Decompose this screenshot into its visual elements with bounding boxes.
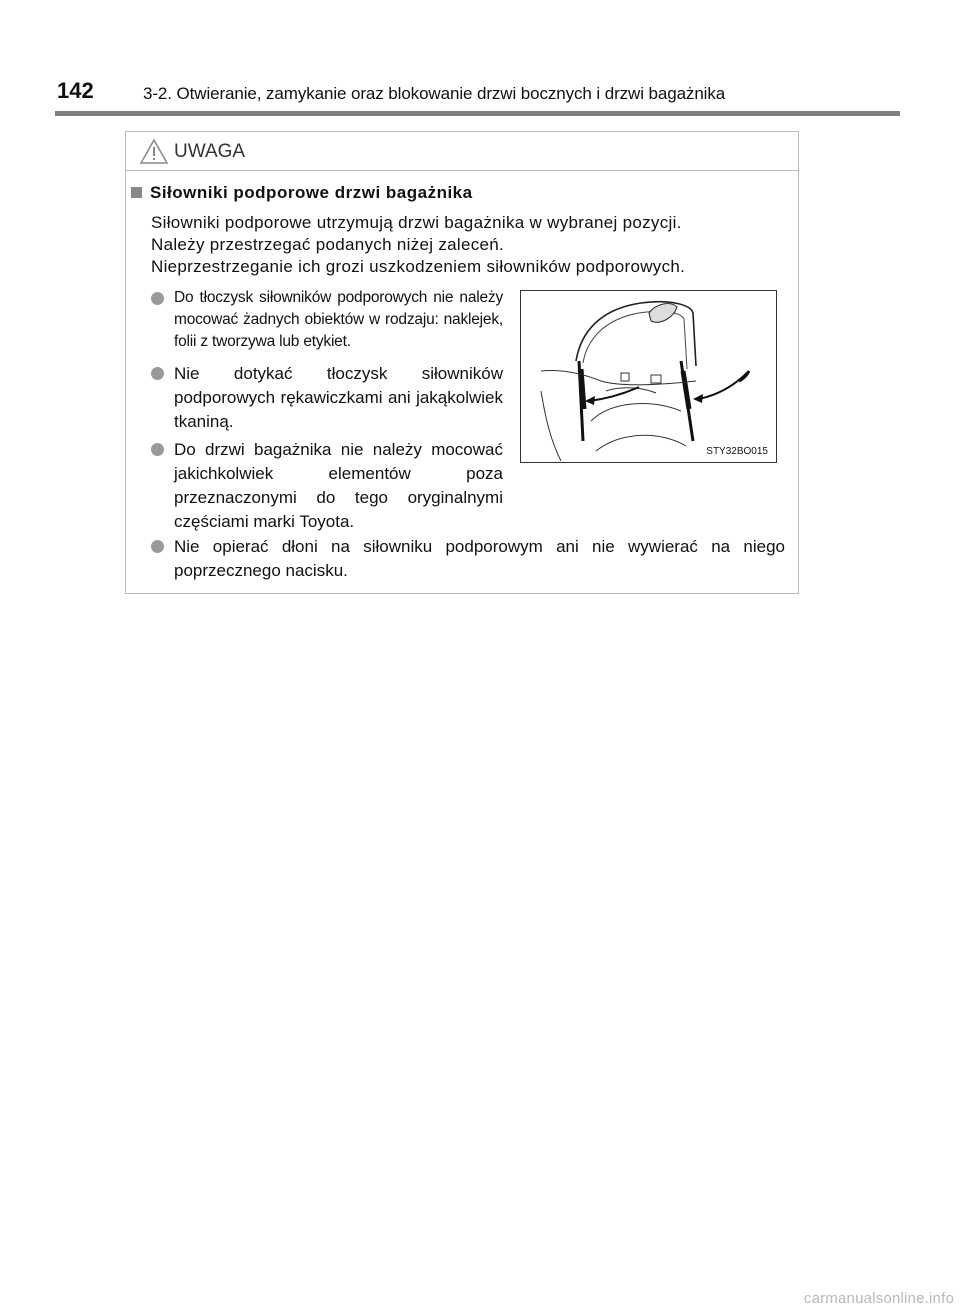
- footer-watermark: carmanualsonline.info: [803, 1290, 954, 1307]
- figure-code: STY32BO015: [706, 446, 768, 457]
- bullet-text: Nie opierać dłoni na siłowniku podporowym ani nie wywierać na niego poprzecznego nacisku.: [174, 537, 785, 580]
- round-bullet-icon: [151, 367, 164, 380]
- round-bullet-icon: [151, 540, 164, 553]
- tailgate-strut-illustration: [520, 290, 777, 463]
- intro-line: Siłowniki podporowe utrzymują drzwi bagażnika w wybranej pozycji.: [151, 213, 682, 232]
- round-bullet-icon: [151, 443, 164, 456]
- tailgate-drawing: [521, 291, 776, 462]
- warning-triangle-icon: [140, 139, 168, 164]
- bullet-item: [151, 287, 503, 357]
- warning-label: UWAGA: [174, 141, 246, 162]
- warning-header: [126, 132, 798, 171]
- page-number: 142: [57, 78, 94, 103]
- bullet-item: [151, 438, 503, 538]
- intro-line: Należy przestrzegać podanych niżej zaleceń.: [151, 235, 505, 254]
- intro-line: Nieprzestrzeganie ich grozi uszkodzeniem siłowników podporowych.: [151, 257, 686, 276]
- bullet-item: [151, 362, 503, 442]
- bullet-item: [151, 535, 785, 587]
- round-bullet-icon: [151, 292, 164, 305]
- bullet-text: Do drzwi bagażnika nie należy mocować jakichkolwiek elementów poza przeznaczonymi do tego oryginalnymi częściami marki Toyota.: [174, 440, 503, 531]
- bullet-text: Nie dotykać tłoczysk siłowników podporowych rękawiczkami ani jakąkolwiek tkaniną.: [174, 364, 503, 431]
- header-rule: [55, 111, 900, 116]
- square-bullet-icon: [131, 187, 142, 198]
- intro-text: [151, 212, 761, 278]
- chapter-title: 3-2. Otwieranie, zamykanie oraz blokowanie drzwi bocznych i drzwi bagażnika: [143, 84, 726, 103]
- section-title: [131, 183, 473, 203]
- bullet-text: Do tłoczysk siłowników podporowych nie należy mocować żadnych obiektów w rodzaju: naklejek, folii z tworzywa lub etykiet.: [174, 289, 503, 350]
- section-title-text: Siłowniki podporowe drzwi bagażnika: [150, 183, 473, 202]
